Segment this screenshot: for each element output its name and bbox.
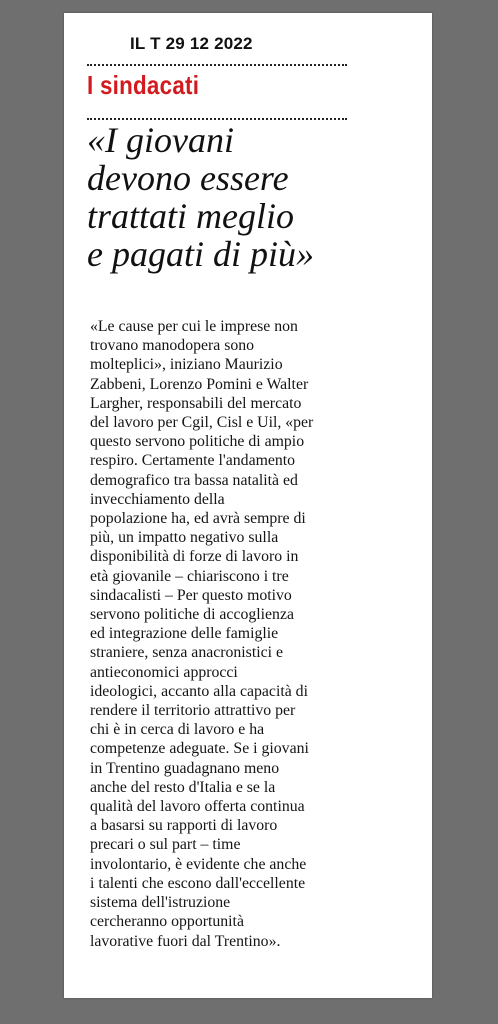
body-line: rendere il territorio attrattivo per [90,702,296,720]
dateline: IL T 29 12 2022 [130,34,253,53]
body-line: cercheranno opportunità [90,913,244,931]
newspaper-clipping [64,13,432,998]
body-line: Largher, responsabili del mercato [90,394,302,412]
headline-line: e pagati di più» [87,234,314,274]
body-line: ideologici, accanto alla capacità di [90,682,308,700]
body-line: in Trentino guadagnano meno [90,759,280,777]
body-line: sistema dell'istruzione [90,894,231,912]
article-body [90,317,365,951]
body-line: antieconomici approcci [90,663,238,681]
body-line: sindacalisti – Per questo motivo [90,586,292,604]
headline-line: devono essere [87,158,289,198]
body-line: questo servono politiche di ampio [90,433,305,451]
headline-line: «I giovani [87,120,234,160]
body-line: popolazione ha, ed avrà sempre di [90,510,306,528]
body-line: competenze adeguate. Se i giovani [90,740,309,758]
body-line: invecchiamento della [90,490,225,508]
body-line: Zabbeni, Lorenzo Pomini e Walter [90,375,309,393]
body-line: molteplici», iniziano Maurizio [90,356,283,374]
body-line: ed integrazione delle famiglie [90,625,279,643]
body-line: lavorative fuori dal Trentino». [90,932,281,950]
body-line: straniere, senza anacronistici e [90,644,283,662]
body-line: anche del resto d'Italia e se la [90,778,276,796]
body-line: i talenti che escono dall'eccellente [90,874,306,892]
body-line: del lavoro per Cgil, Cisl e Uil, «per [90,414,314,432]
body-line: a basarsi su rapporti di lavoro [90,817,278,835]
body-line: chi è in cerca di lavoro e ha [90,721,265,739]
dotted-rule-top [87,64,347,66]
body-line: respiro. Certamente l'andamento [90,452,296,470]
body-line: involontario, è evidente che anche [90,855,307,873]
headline [87,121,417,273]
body-line: precari o sul part – time [90,836,241,854]
section-label: I sindacati [87,70,200,100]
body-line: qualità del lavoro offerta continua [90,798,305,816]
body-line: età giovanile – chiariscono i tre [90,567,289,585]
body-line: «Le cause per cui le imprese non [90,318,298,335]
headline-line: trattati meglio [87,196,294,236]
body-line: disponibilità di forze di lavoro in [90,548,299,566]
body-line: demografico tra bassa natalità ed [90,471,298,489]
body-line: servono politiche di accoglienza [90,606,294,624]
body-line: più, un impatto negativo sulla [90,529,279,547]
body-line: trovano manodopera sono [90,337,255,355]
